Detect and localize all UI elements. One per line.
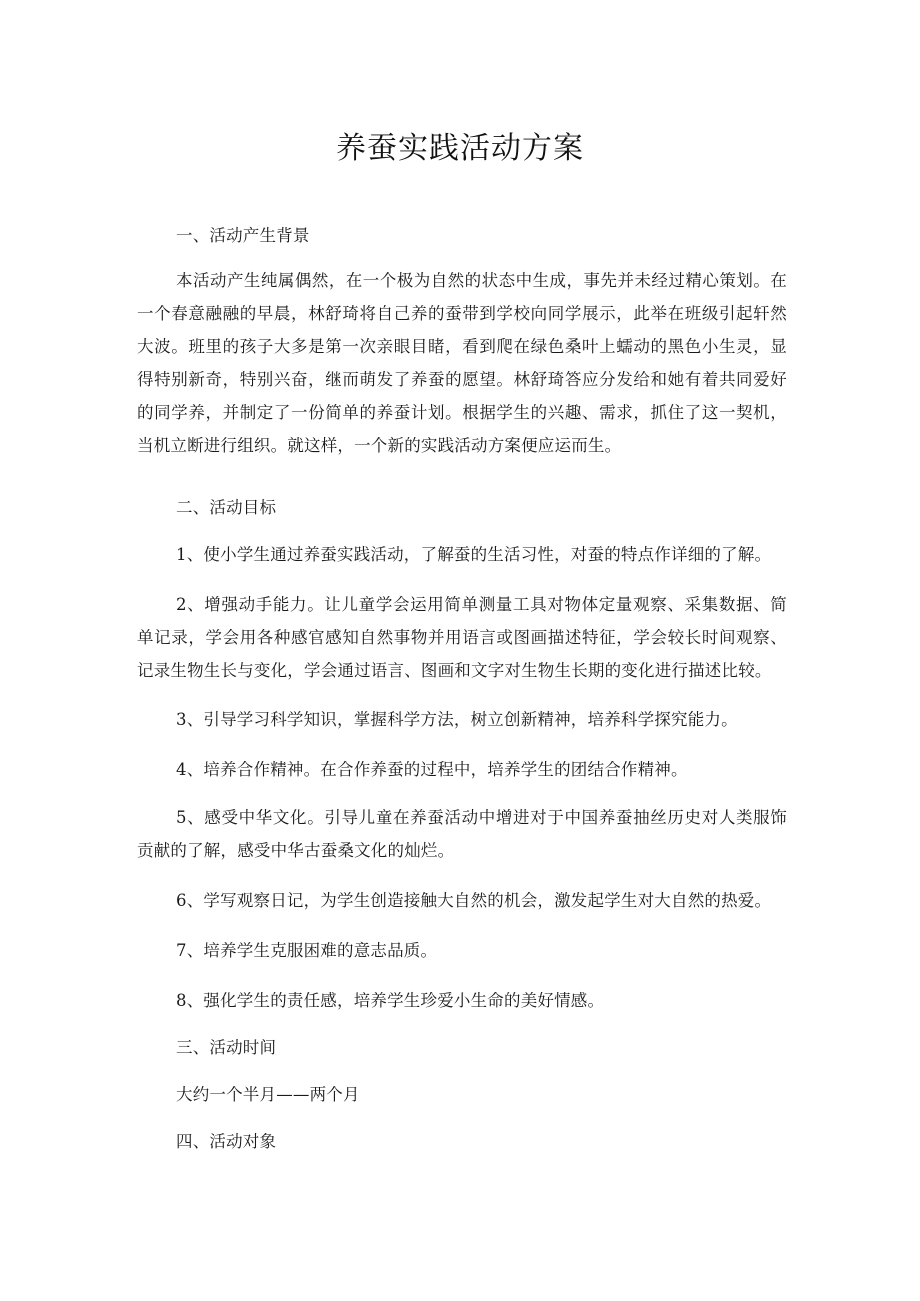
goal-item-4: 4、培养合作精神。在合作养蚕的过程中，培养学生的团结合作精神。 — [176, 760, 688, 779]
goal-item-2: 2、增强动手能力。让儿童学会运用简单测量工具对物体定量观察、采集数据、简单记录，学会用各种感官感知自然事物并用语言或图画描述特征，学会较长时间观察、记录生物生长与变化，学会通过语言、图画和文字对生物生长期的变化进行描述比较。 — [137, 595, 787, 680]
goal-item-8: 8、强化学生的责任感，培养学生珍爱小生命的美好情感。 — [176, 991, 605, 1010]
goal-item-1: 1、使小学生通过养蚕实践活动，了解蚕的生活习性，对蚕的特点作详细的了解。 — [176, 545, 772, 564]
time-paragraph: 大约一个半月——两个月 — [176, 1085, 360, 1104]
goal-item-5: 5、感受中华文化。引导儿童在养蚕活动中增进对于中国养蚕抽丝历史对人类服饰贡献的了解，感受中华古蚕桑文化的灿烂。 — [137, 808, 787, 860]
background-paragraph: 本活动产生纯属偶然，在一个极为自然的状态中生成，事先并未经过精心策划。在一个春意融融的早晨，林舒琦将自己养的蚕带到学校向同学展示，此举在班级引起轩然大波。班里的孩子大多是第一次亲眼目睹，看到爬在绿色桑叶上蠕动的黑色小生灵，显得特别新奇，特别兴奋，继而萌发了养蚕的愿望。林舒琦答应分发给和她有着共同爱好的同学养，并制定了一份简单的养蚕计划。根据学生的兴趣、需求，抓住了这一契机，当机立断进行组织。就这样，一个新的实践活动方案便应运而生。 — [137, 271, 787, 455]
page-title: 养蚕实践活动方案 — [336, 131, 584, 166]
goal-item-7: 7、培养学生克服困难的意志品质。 — [176, 941, 438, 960]
goal-item-3: 3、引导学习科学知识，掌握科学方法，树立创新精神，培养科学探究能力。 — [176, 710, 738, 729]
section-heading-time: 三、活动时间 — [176, 1038, 277, 1057]
section-heading-participants: 四、活动对象 — [176, 1132, 277, 1151]
section-heading-background: 一、活动产生背景 — [176, 226, 310, 245]
section-heading-goals: 二、活动目标 — [176, 498, 277, 517]
goal-item-6: 6、学写观察日记，为学生创造接触大自然的机会，激发起学生对大自然的热爱。 — [176, 891, 772, 910]
